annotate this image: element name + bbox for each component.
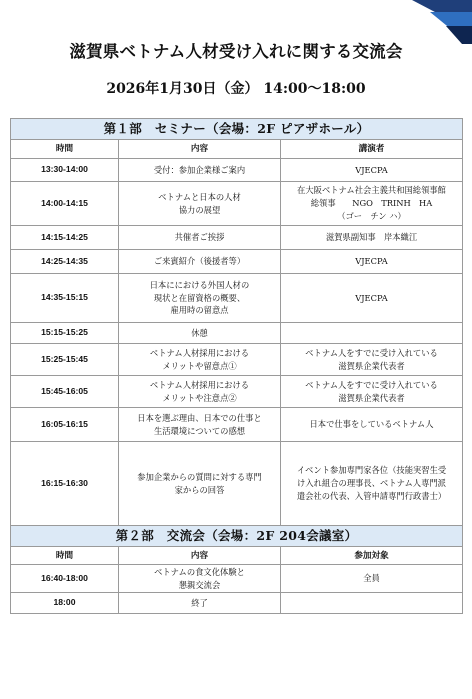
speaker-cell bbox=[281, 274, 463, 323]
time-cell: 15:15-15:25 bbox=[11, 323, 119, 344]
speaker-line: VJECPA bbox=[355, 256, 388, 267]
table-row bbox=[11, 274, 463, 323]
speaker-cell bbox=[281, 182, 463, 226]
table-row bbox=[11, 376, 463, 408]
content-cell bbox=[119, 442, 281, 526]
content-line: 現状と在留資格の概要、 bbox=[153, 292, 246, 303]
time-cell: 14:00-14:15 bbox=[11, 182, 119, 226]
content-line: 参加企業からの質問に対する専門 bbox=[137, 471, 262, 482]
schedule-table bbox=[10, 118, 463, 614]
speaker-line: ベトナム人をすでに受け入れている bbox=[305, 379, 438, 390]
content-line: 日本を選ぶ理由、日本での仕事と bbox=[137, 412, 262, 423]
part2-title: 第２部 交流会（会場：2F 204会議室） bbox=[11, 526, 463, 547]
content-line: 共催者ご挨拶 bbox=[174, 232, 225, 243]
part2-section-header bbox=[11, 526, 463, 547]
column-header: 時間 bbox=[11, 547, 119, 565]
content-line: メリットや留意点① bbox=[162, 360, 237, 371]
content-line: 生活環境についての感想 bbox=[153, 425, 246, 436]
content-cell bbox=[119, 376, 281, 408]
content-line: ベトナム人材採用における bbox=[149, 379, 250, 390]
content-cell bbox=[119, 408, 281, 442]
part1-column-headers bbox=[11, 140, 463, 159]
table-row bbox=[11, 442, 463, 526]
table-row bbox=[11, 250, 463, 274]
table-row bbox=[11, 565, 463, 593]
speaker-line: VJECPA bbox=[355, 164, 388, 175]
content-line: 終了 bbox=[191, 597, 208, 608]
content-cell bbox=[119, 182, 281, 226]
content-line: 懇親交流会 bbox=[178, 579, 221, 590]
time-cell: 16:05-16:15 bbox=[11, 408, 119, 442]
time-cell: 14:15-14:25 bbox=[11, 226, 119, 250]
content-line: ベトナム人材採用における bbox=[149, 347, 250, 358]
table-row bbox=[11, 323, 463, 344]
speaker-cell bbox=[281, 376, 463, 408]
speaker-cell bbox=[281, 250, 463, 274]
column-header: 時間 bbox=[11, 140, 119, 159]
speaker-line: 滋賀県企業代表者 bbox=[338, 360, 405, 371]
speaker-cell bbox=[281, 344, 463, 376]
speaker-line: 在大阪ベトナム社会主義共和国総領事館 bbox=[297, 185, 446, 196]
table-row bbox=[11, 408, 463, 442]
speaker-cell bbox=[281, 565, 463, 593]
content-cell bbox=[119, 565, 281, 593]
table-row bbox=[11, 593, 463, 614]
time-cell: 13:30-14:00 bbox=[11, 159, 119, 182]
time-cell: 16:15-16:30 bbox=[11, 442, 119, 526]
part2-column-headers bbox=[11, 547, 463, 565]
content-line: 雇用時の留意点 bbox=[170, 305, 229, 316]
speaker-line: 日本で仕事をしているベトナム人 bbox=[309, 419, 434, 430]
content-line: ベトナムと日本の人材 bbox=[158, 191, 241, 202]
table-row bbox=[11, 344, 463, 376]
content-cell bbox=[119, 250, 281, 274]
content-cell bbox=[119, 593, 281, 614]
speaker-cell bbox=[281, 442, 463, 526]
content-line: ベトナムの食文化体験と bbox=[154, 566, 245, 577]
column-header: 内容 bbox=[119, 140, 281, 159]
content-cell bbox=[119, 159, 281, 182]
content-line: 家からの回答 bbox=[174, 484, 225, 495]
speaker-line: 遣会社の代表、入管申請専門行政書士） bbox=[296, 490, 447, 501]
speaker-line: VJECPA bbox=[355, 292, 388, 303]
time-cell: 14:35-15:15 bbox=[11, 274, 119, 323]
time-cell: 15:25-15:45 bbox=[11, 344, 119, 376]
table-row bbox=[11, 182, 463, 226]
time-cell: 15:45-16:05 bbox=[11, 376, 119, 408]
time-cell: 14:25-14:35 bbox=[11, 250, 119, 274]
content-line: メリットや注意点② bbox=[162, 392, 237, 403]
part1-title: 第１部 セミナー（会場：2F ピアザホール） bbox=[11, 119, 463, 140]
column-header: 講演者 bbox=[281, 140, 463, 159]
content-cell bbox=[119, 226, 281, 250]
speaker-line: イベント参加専門家各位（技能実習生受 bbox=[296, 465, 447, 476]
speaker-line: ベトナム人をすでに受け入れている bbox=[305, 347, 438, 358]
content-line: 協力の展望 bbox=[178, 204, 221, 215]
speaker-cell bbox=[281, 408, 463, 442]
part1-section-header bbox=[11, 119, 463, 140]
speaker-line: 総領事 NGO TRINH HA bbox=[310, 198, 433, 209]
column-header: 参加対象 bbox=[281, 547, 463, 565]
content-cell bbox=[119, 323, 281, 344]
time-cell: 16:40-18:00 bbox=[11, 565, 119, 593]
speaker-cell bbox=[281, 323, 463, 344]
speaker-line: 全員 bbox=[363, 573, 380, 584]
speaker-line: 滋賀県企業代表者 bbox=[338, 392, 405, 403]
speaker-line: （ゴー チン ハ） bbox=[337, 210, 406, 221]
content-line: 日本ににおける外国人材の bbox=[149, 279, 250, 290]
content-line: 休憩 bbox=[191, 327, 208, 338]
speaker-cell bbox=[281, 593, 463, 614]
table-row bbox=[11, 159, 463, 182]
content-cell bbox=[119, 274, 281, 323]
speaker-cell bbox=[281, 226, 463, 250]
column-header: 内容 bbox=[119, 547, 281, 565]
table-row bbox=[11, 226, 463, 250]
event-datetime: 2026年1月30日（金） 14:00〜18:00 bbox=[106, 81, 366, 97]
page-title: 滋賀県ベトナム人材受け入れに関する交流会 bbox=[69, 42, 403, 61]
content-line: ご来賓紹介（後援者等） bbox=[153, 256, 246, 267]
time-cell: 18:00 bbox=[11, 593, 119, 614]
content-cell bbox=[119, 344, 281, 376]
content-line: 受付：参加企業様ご案内 bbox=[153, 164, 246, 175]
speaker-line: け入れ組合の理事長、ベトナム人専門派 bbox=[297, 478, 446, 489]
speaker-cell bbox=[281, 159, 463, 182]
speaker-line: 滋賀県副知事 岸本織江 bbox=[325, 232, 418, 243]
